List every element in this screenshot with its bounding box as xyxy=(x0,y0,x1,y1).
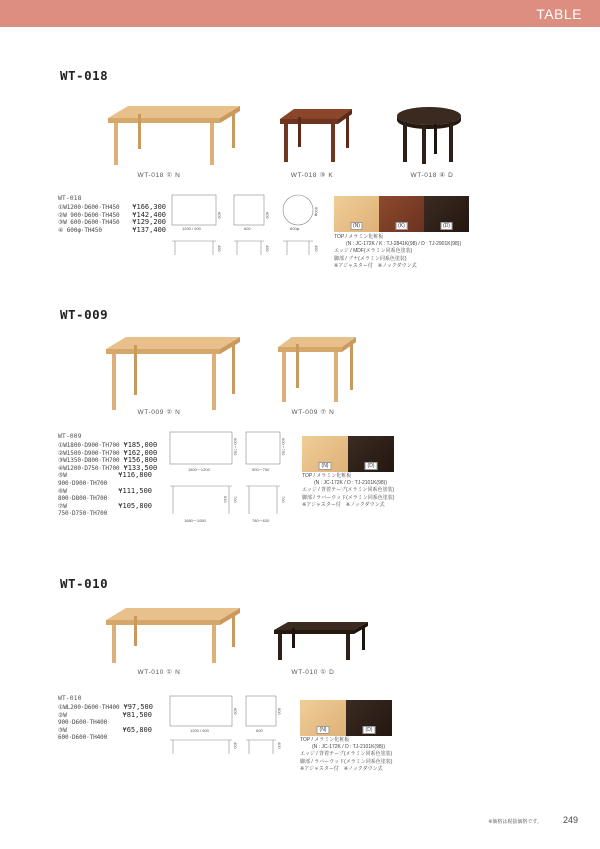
swatch-dark: (D) xyxy=(346,700,392,736)
price-row: ②W 900·D600·TH450 ¥142,400 xyxy=(58,210,166,219)
dimension-drawing-wt-009 xyxy=(168,430,300,525)
dim-d2: 600 xyxy=(277,708,282,715)
price-row: ⑤W 900·D900·TH700 ¥116,800 xyxy=(58,471,152,487)
price-row: ③W 600·D600·TH400 ¥65,800 xyxy=(58,725,152,742)
dim-h1: 610 xyxy=(223,496,228,503)
dim-wb2: 780～630 xyxy=(252,518,270,523)
caption-wt-018-d: WT-018 ④ D xyxy=(410,172,454,179)
dim-w2: 900～750 xyxy=(252,467,270,472)
color-swatches-wt-009 xyxy=(302,436,394,472)
header-band xyxy=(0,0,600,27)
color-swatches-wt-018 xyxy=(334,196,469,232)
price-row: ②W 900·D600·TH400 ¥81,500 xyxy=(58,710,152,727)
price-row: ①W1800·D900·TH700 ¥185,000 xyxy=(58,441,158,449)
price-row: ④ 600φ·TH450 ¥137,400 xyxy=(58,225,166,234)
dim-d2: 900～750 xyxy=(281,438,286,456)
dim-w2: 600 xyxy=(244,226,251,231)
dim-d1: 600 xyxy=(233,708,238,715)
caption-wt-009-7: WT-009 ⑦ N xyxy=(291,409,335,416)
price-row: ②W1500·D900·TH700 ¥162,000 xyxy=(58,448,158,457)
spec-wt-009: TOP / メラミン化粧板 (N : JC-172K / D : TJ-2101K(98)) エッジ / 背着テープ(メラミン同系色塗装) 脚部 / ラバーウッド(メラミン同系色塗装) ※アジャスター付 ※ノックダウン式 xyxy=(302,473,395,508)
tax-footnote: ※価格は税抜価格です。 xyxy=(488,819,542,825)
price-list-wt-009 xyxy=(58,432,158,518)
product-photo-wt-018-k xyxy=(276,105,356,165)
dim-wb1: 1680～1080 xyxy=(184,518,206,523)
category-title: TABLE xyxy=(536,6,582,22)
dim-h1: 400 xyxy=(233,742,238,749)
product-photo-wt-010-n xyxy=(104,604,244,666)
swatch-dark: (D) xyxy=(424,196,469,232)
dim-h1: 450 xyxy=(217,245,222,252)
price-row: ①WL200·D600·TH400 ¥97,500 xyxy=(58,703,153,711)
price-list-heading: WT-010 xyxy=(58,694,82,702)
dim-d2: 600 xyxy=(265,212,270,219)
swatch-natural: (N) xyxy=(302,436,348,472)
swatch-natural: (N) xyxy=(300,700,346,736)
caption-wt-010-n: WT-010 ① N xyxy=(137,669,181,676)
dim-d3: 600φ xyxy=(314,207,319,217)
product-photo-wt-010-d xyxy=(272,618,370,662)
product-photo-wt-009-2 xyxy=(104,333,244,413)
price-list-wt-010 xyxy=(58,694,152,742)
color-swatches-wt-010 xyxy=(300,700,392,736)
dim-d1: 600 xyxy=(217,212,222,219)
caption-wt-010-d: WT-010 ① D xyxy=(291,669,335,676)
price-row: ③W 600·D600·TH450 ¥129,200 xyxy=(58,218,166,227)
model-title-wt-018: WT-018 xyxy=(60,68,109,83)
dim-w3: 600φ xyxy=(290,226,300,231)
swatch-brown: (K) xyxy=(379,196,424,232)
dim-w1: 1200 / 900 xyxy=(190,728,209,733)
product-photo-wt-018-n xyxy=(104,100,244,170)
price-list-heading: WT-009 xyxy=(58,432,82,440)
dim-w2: 600 xyxy=(256,728,263,733)
caption-wt-018-n: WT-018 ① N xyxy=(137,172,181,179)
spec-wt-018: TOP / メラミン化粧板 (N : JC-172K / K : TJ-2841K(98) / D : TJ-2901K(98)) エッジ / MDF(メラミン同系色塗装) 脚部 / ブナ(メラミン同系色塗装) ※アジャスター付 ※ノックダウン式 xyxy=(334,234,462,269)
caption-wt-018-k: WT-018 ③ K xyxy=(290,172,334,179)
price-list-heading: WT-018 xyxy=(58,194,82,202)
dim-h2: 400 xyxy=(277,742,282,749)
price-row: ⑦W 750·D750·TH700 ¥105,800 xyxy=(58,501,152,518)
dim-h1b: 700 xyxy=(233,496,238,503)
price-list-wt-018 xyxy=(58,194,166,234)
dim-w1: 1200 / 900 xyxy=(182,226,201,231)
model-title-wt-009: WT-009 xyxy=(60,307,109,322)
caption-wt-009-2: WT-009 ② N xyxy=(137,409,181,416)
dim-w1: 1800～1200 xyxy=(188,467,210,472)
dim-h2: 450 xyxy=(265,245,270,252)
product-photo-wt-009-7 xyxy=(276,333,358,405)
price-row: ③W1350·D800·TH700 ¥156,800 xyxy=(58,456,158,465)
spec-wt-010: TOP / メラミン化粧板 (N : JC-172K / D : TJ-2101K(98)) エッジ / 背着テープ(メラミン同系色塗装) 脚部 / ラバーウッド(メラミン同系色塗装) ※アジャスター付 ※ノックダウン式 xyxy=(300,737,393,772)
model-title-wt-010: WT-010 xyxy=(60,576,109,591)
price-row: ⑥W 800·D800·TH700 ¥111,500 xyxy=(58,486,152,503)
dimension-drawing-wt-018 xyxy=(170,193,330,263)
price-row: ①W1200·D600·TH450 ¥166,300 xyxy=(58,203,166,211)
product-photo-wt-018-d xyxy=(394,104,464,166)
dim-h3: 450 xyxy=(314,245,319,252)
dim-d1: 900～750 xyxy=(233,438,238,456)
dim-h2: 700 xyxy=(281,496,286,503)
page-number: 249 xyxy=(562,815,578,825)
swatch-natural: (N) xyxy=(334,196,379,232)
dimension-drawing-wt-010 xyxy=(168,694,286,758)
price-row: ④W1200·D750·TH700 ¥133,500 xyxy=(58,463,158,472)
swatch-dark: (D) xyxy=(348,436,394,472)
